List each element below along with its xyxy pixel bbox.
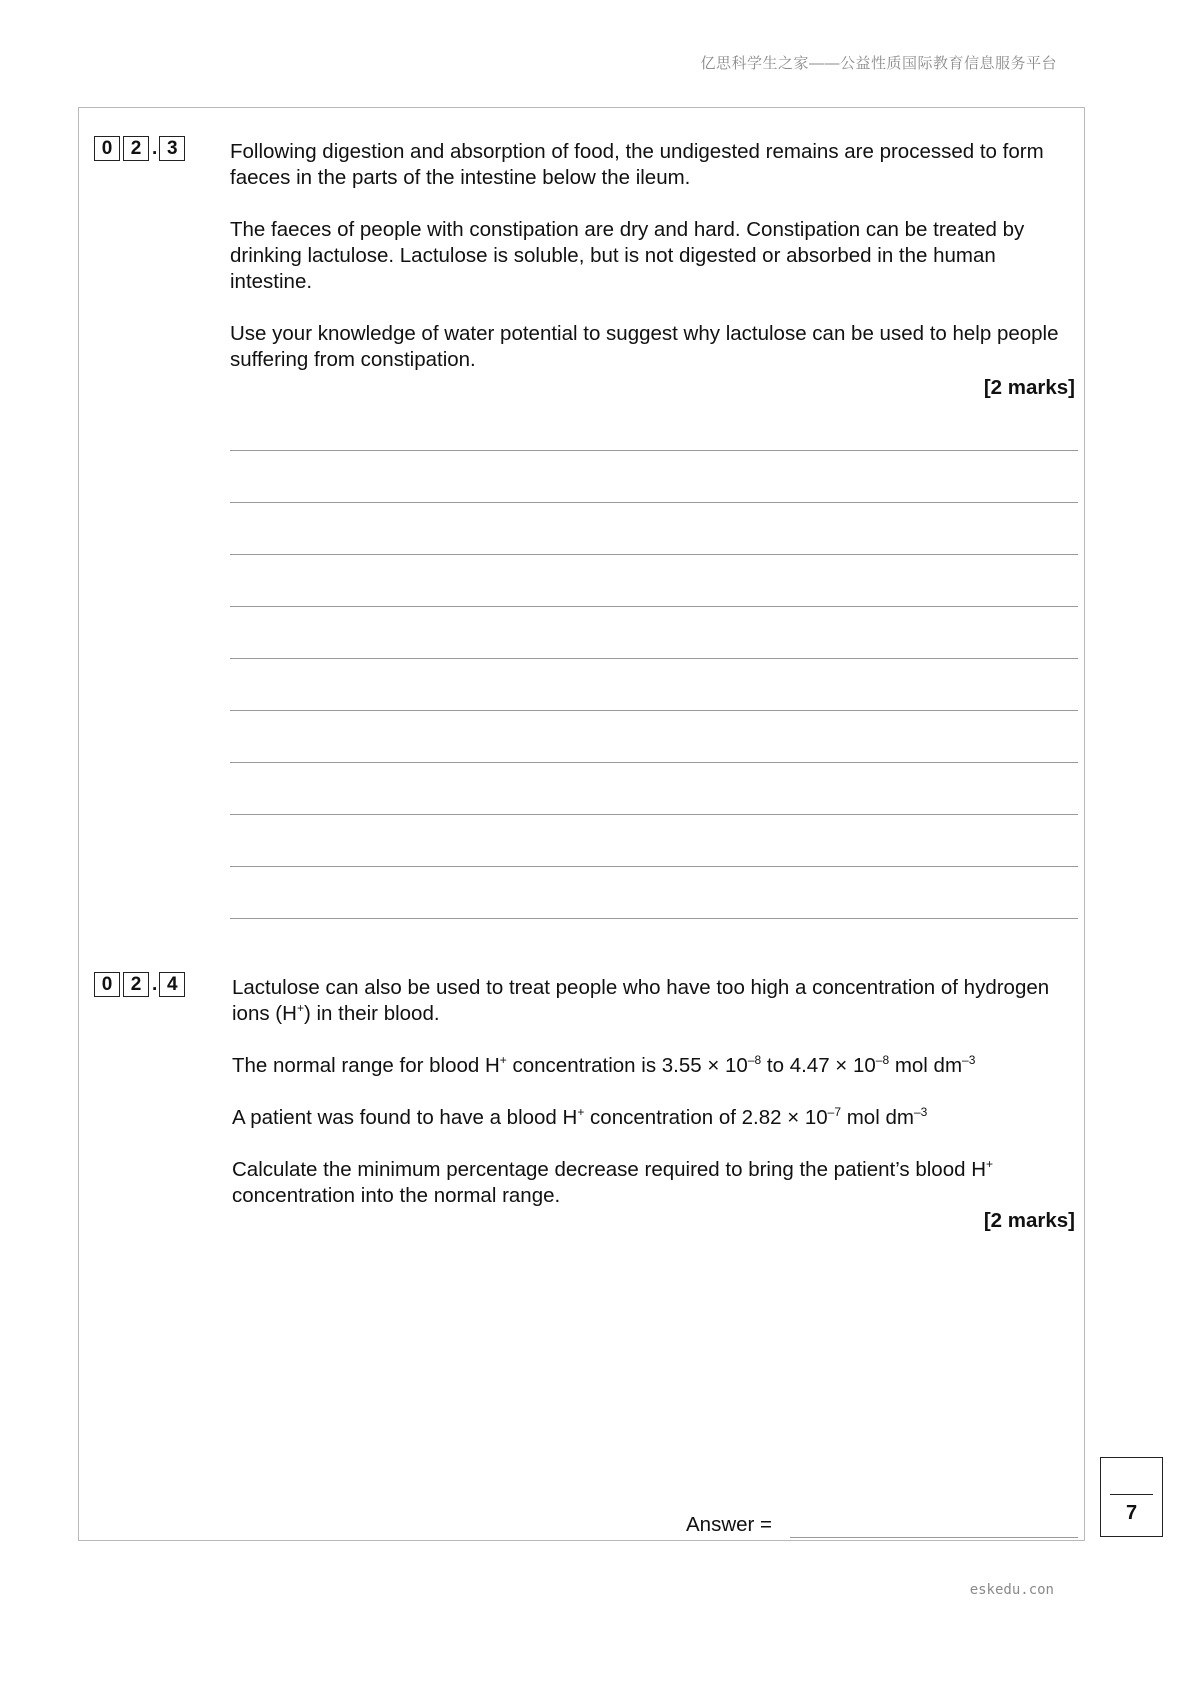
page-total-box	[1100, 1457, 1163, 1537]
question-digit: 4	[159, 972, 185, 997]
answer-label: Answer =	[686, 1513, 773, 1536]
footer-site: eskedu.con	[969, 1582, 1054, 1598]
question-digit: 2	[123, 972, 149, 997]
answer-line[interactable]	[230, 658, 1078, 659]
question-02-3-text	[230, 139, 1080, 399]
question-paragraph: The faeces of people with constipation are dry and hard. Constipation can be treated by drinking lactulose. Lactulose is soluble, but is not digested or absorbed in the human intestine.	[230, 218, 1025, 293]
question-digit: 0	[94, 136, 120, 161]
marks-label: [2 marks]	[983, 376, 1075, 399]
question-number-02-4	[94, 972, 188, 997]
question-dot: .	[152, 973, 158, 995]
question-paragraph: A patient was found to have a blood H+ concentration of $2.82 \times 10^{-7}$ mol $dm^{-3}$	[232, 1105, 928, 1129]
question-number-02-3	[94, 136, 188, 161]
question-02-4-text	[232, 975, 1080, 1235]
page-total-number: 7	[1125, 1502, 1138, 1524]
question-paragraph: The normal range for blood H+ concentration is $3.55 \times 10^{-8}$ to $4.47 \times 10^{-8}$ mol $dm^{-3}$	[232, 1053, 976, 1077]
question-paragraph: Following digestion and absorption of food, the undigested remains are processed to form faeces in the parts of the intestine below the ileum.	[230, 140, 1044, 189]
question-dot: .	[152, 137, 158, 159]
question-digit: 3	[159, 136, 185, 161]
answer-line[interactable]	[230, 866, 1078, 867]
question-paragraph: Calculate the minimum percentage decrease required to bring the patient’s blood H+ concentration into the normal range.	[232, 1157, 994, 1207]
question-paragraph: Use your knowledge of water potential to suggest why lactulose can be used to help people suffering from constipation.	[230, 322, 1059, 371]
answer-line[interactable]	[230, 450, 1078, 451]
answer-line[interactable]	[230, 606, 1078, 607]
answer-line[interactable]	[230, 762, 1078, 763]
marks-label: [2 marks]	[983, 1209, 1075, 1232]
answer-line[interactable]	[230, 710, 1078, 711]
answer-input-line[interactable]	[790, 1537, 1078, 1538]
header-site-text: 亿思科学生之家——公益性质国际教育信息服务平台	[700, 55, 1057, 72]
answer-line[interactable]	[230, 554, 1078, 555]
answer-line[interactable]	[230, 918, 1078, 919]
question-digit: 2	[123, 136, 149, 161]
question-digit: 0	[94, 972, 120, 997]
page-total-line	[1110, 1494, 1153, 1495]
answer-line[interactable]	[230, 814, 1078, 815]
answer-line[interactable]	[230, 502, 1078, 503]
question-paragraph: Lactulose can also be used to treat people who have too high a concentration of hydrogen ions (H+) in their blood.	[232, 976, 1050, 1025]
